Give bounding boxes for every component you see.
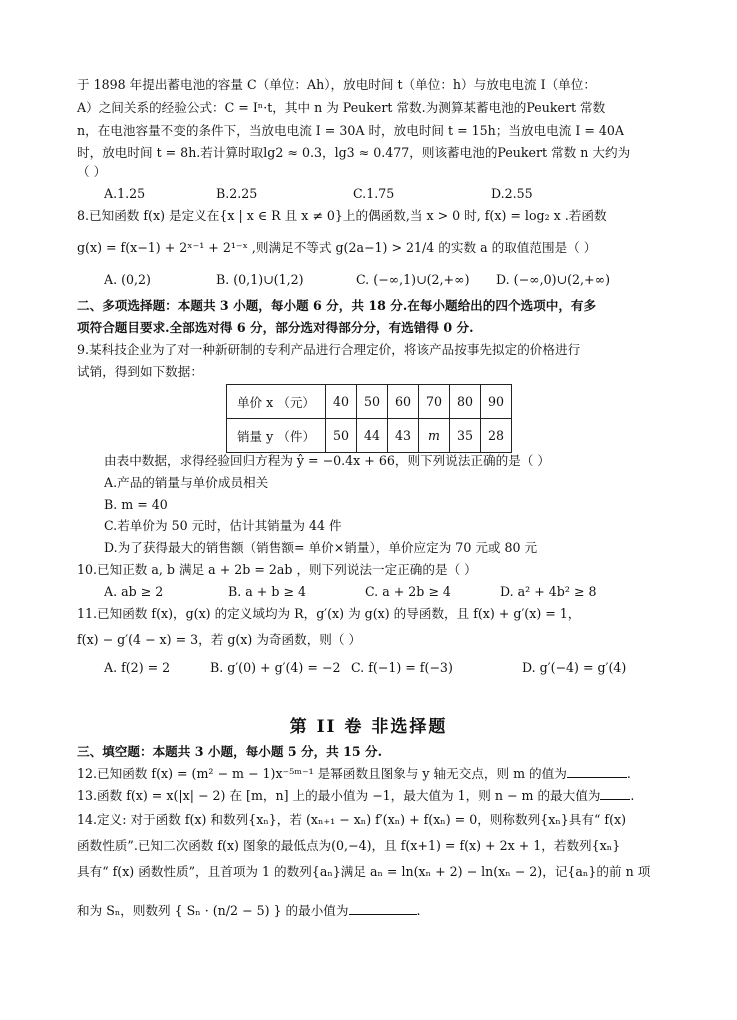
q12-line xyxy=(77,766,631,782)
q11-line-1: 11.已知函数 f(x)，g(x) 的定义域均为 R，g′(x) 为 g(x) 的导函数，且 f(x) + g′(x) = 1， xyxy=(77,606,581,621)
q8-option-d: D. (−∞,0)∪(2,+∞) xyxy=(496,272,610,287)
q8-line-1: 8.已知函数 f(x) 是定义在{x | x ∈ R 且 x ≠ 0}上的偶函数,当 x > 0 时, f(x) = log₂ x .若函数 xyxy=(77,208,607,223)
q7-line-5: （ ） xyxy=(77,164,107,179)
q9-option-b: B. m = 40 xyxy=(104,497,168,512)
q7-line-1: 于 1898 年提出蓄电池的容量 C（单位：Ah），放电时间 t（单位：h）与放电电流 I（单位： xyxy=(77,77,596,92)
q12-answer-blank xyxy=(567,766,627,778)
q8-option-b: B. (0,1)∪(1,2) xyxy=(216,272,304,287)
q7-option-b: B.2.25 xyxy=(216,186,258,201)
q10-option-c: C. a + 2b ≥ 4 xyxy=(365,584,451,599)
q11-option-a: A. f(2) = 2 xyxy=(104,660,171,675)
q10-option-d: D. a² + 4b² ≥ 8 xyxy=(500,584,597,599)
q7-option-c: C.1.75 xyxy=(353,186,395,201)
q7-option-d: D.2.55 xyxy=(491,186,533,201)
q9-option-c: C.若单价为 50 元时，估计其销量为 44 件 xyxy=(104,518,342,533)
q14-line-3: 具有“ f(x) 函数性质”，且首项为 1 的数列{aₙ}满足 aₙ = ln(xₙ + 2) − ln(xₙ − 2)，记{aₙ}的前 n 项 xyxy=(77,864,651,879)
table-cell: 28 xyxy=(481,419,512,453)
section3-header: 三、填空题：本题共 3 小题，每小题 5 分，共 15 分. xyxy=(77,744,383,759)
q9-option-d: D.为了获得最大的销售额（销售额= 单价×销量），单价应定为 70 元或 80 元 xyxy=(104,540,538,555)
q13-end: . xyxy=(630,788,635,803)
table-cell: 44 xyxy=(357,419,388,453)
table-cell: m xyxy=(419,419,450,453)
part2-title: 第 II 卷 非选择题 xyxy=(289,717,448,737)
q12-text: 12.已知函数 f(x) = (m² − m − 1)x⁻⁵ᵐ⁻¹ 是幂函数且图象与 y 轴无交点，则 m 的值为 xyxy=(77,766,567,781)
q7-option-a: A.1.25 xyxy=(104,186,146,201)
q7-line-4: 时，放电时间 t = 8h.若计算时取lg2 ≈ 0.3，lg3 ≈ 0.477，则该蓄电池的Peukert 常数 n 大约为 xyxy=(77,145,631,160)
table-cell: 35 xyxy=(450,419,481,453)
table-cell: 80 xyxy=(450,385,481,419)
q11-option-c: C. f(−1) = f(−3) xyxy=(351,660,453,675)
q12-end: . xyxy=(626,766,631,781)
q8-option-c: C. (−∞,1)∪(2,+∞) xyxy=(356,272,470,287)
q13-line xyxy=(77,788,634,804)
table-row xyxy=(227,385,512,419)
q11-line-2: f(x) − g′(4 − x) = 3，若 g(x) 为奇函数，则（ ） xyxy=(77,632,362,647)
table-cell: 销量 y （件） xyxy=(227,419,326,453)
q14-line-4 xyxy=(77,903,421,919)
q13-text: 13.函数 f(x) = x(|x| − 2) 在 [m，n] 上的最小值为 −1，最大值为 1，则 n − m 的最大值为 xyxy=(77,788,601,803)
q10-option-a: A. ab ≥ 2 xyxy=(104,584,164,599)
q14-last-prefix: 和为 Sₙ，则数列 { Sₙ · (n/2 − 5) } 的最小值为 xyxy=(77,903,349,918)
section2-line-2: 项符合题目要求.全部选对得 6 分，部分选对得部分分，有选错得 0 分. xyxy=(77,320,474,335)
table-cell: 50 xyxy=(326,419,357,453)
table-cell: 40 xyxy=(326,385,357,419)
q7-line-2: A）之间关系的经验公式：C = Iⁿ·t，其中 n 为 Peukert 常数.为测算某蓄电池的Peukert 常数 xyxy=(77,100,606,115)
q8-line-2: g(x) = f(x−1) + 2ˣ⁻¹ + 2¹⁻ˣ ,则满足不等式 g(2a−1) > 21/4 的实数 a 的取值范围是（ ） xyxy=(77,240,597,255)
q10-stem: 10.已知正数 a, b 满足 a + 2b = 2ab ，则下列说法一定正确的是（ ） xyxy=(77,562,477,577)
table-cell: 60 xyxy=(388,385,419,419)
q9-data-table xyxy=(226,384,512,453)
q13-answer-blank xyxy=(600,788,630,800)
q9-option-a: A.产品的销量与单价成员相关 xyxy=(104,475,269,490)
q11-option-d: D. g′(−4) = g′(4) xyxy=(522,660,627,675)
q8-option-a: A. (0,2) xyxy=(104,272,151,287)
q10-option-b: B. a + b ≥ 4 xyxy=(228,584,306,599)
q9-stem: 由表中数据，求得经验回归方程为 ŷ = −0.4x + 66，则下列说法正确的是（ ） xyxy=(104,453,550,468)
table-cell: 90 xyxy=(481,385,512,419)
q14-end: . xyxy=(416,903,421,918)
table-cell: 单价 x （元） xyxy=(227,385,326,419)
q7-line-3: n，在电池容量不变的条件下，当放电电流 I = 30A 时，放电时间 t = 15h；当放电电流 I = 40A xyxy=(77,123,624,138)
q11-option-b: B. g′(0) + g′(4) = −2 xyxy=(210,660,341,675)
table-cell: 50 xyxy=(357,385,388,419)
table-cell: 70 xyxy=(419,385,450,419)
q14-line-2: 函数性质”.已知二次函数 f(x) 图象的最低点为(0,−4)，且 f(x+1) = f(x) + 2x + 1，若数列{xₙ} xyxy=(77,838,621,853)
q14-answer-blank xyxy=(349,903,417,915)
q14-line-1: 14.定义: 对于函数 f(x) 和数列{xₙ}，若 (xₙ₊₁ − xₙ) f′(xₙ) + f(xₙ) = 0，则称数列{xₙ}具有“ f(x) xyxy=(77,812,626,827)
table-cell: 43 xyxy=(388,419,419,453)
q9-line-2: 试销，得到如下数据： xyxy=(77,364,203,379)
section2-line-1: 二、多项选择题：本题共 3 小题，每小题 6 分，共 18 分.在每小题给出的四个选项中，有多 xyxy=(77,298,597,313)
table-row xyxy=(227,419,512,453)
q9-line-1: 9.某科技企业为了对一种新研制的专利产品进行合理定价，将该产品按事先拟定的价格进行 xyxy=(77,342,581,357)
